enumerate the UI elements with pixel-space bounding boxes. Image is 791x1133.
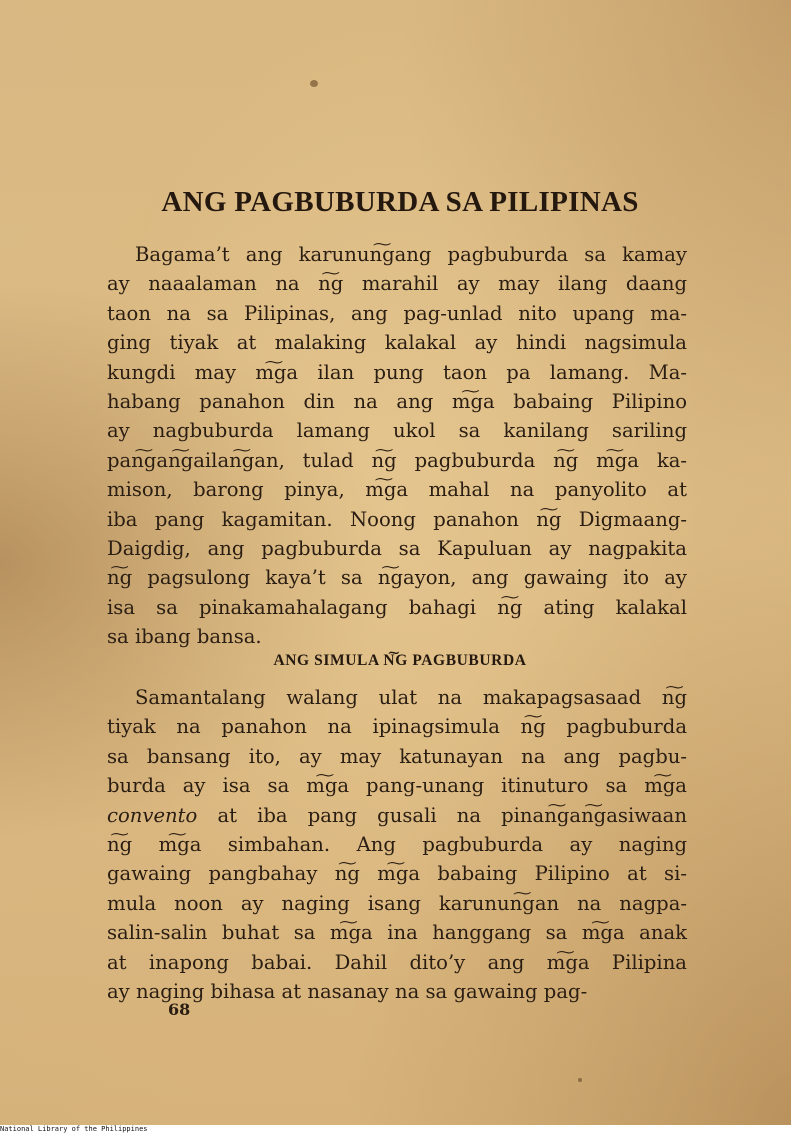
text-line: pan͠gan͠gailan͠gan, tulad n͠g pagbuburda n͠g m͠ga ka- xyxy=(107,448,687,472)
italic-word: convento xyxy=(107,803,198,827)
paragraph-1 xyxy=(107,240,687,652)
text-line: sa bansang ito, ay may katunayan na ang pagbu- xyxy=(107,744,687,768)
text-line: salin-salin buhat sa m͠ga ina hanggang sa m͠ga anak xyxy=(107,921,687,945)
text-line: burda ay isa sa m͠ga pang-unang itinuturo sa m͠ga xyxy=(107,774,687,798)
page-title: ANG PAGBUBURDA SA PILIPINAS xyxy=(161,186,639,218)
text-line: convento at iba pang gusali na pinan͠gan͠gasiwaan xyxy=(107,803,687,827)
text-line: taon na sa Pilipinas, ang pag-unlad nito upang ma- xyxy=(107,301,687,325)
text-line: n͠g m͠ga simbahan. Ang pagbuburda ay naging xyxy=(107,833,687,857)
text-line: Daigdig, ang pagbuburda sa Kapuluan ay nagpakita xyxy=(107,537,687,561)
text-line: ay nagbuburda lamang ukol sa kanilang sariling xyxy=(107,419,687,443)
text-line: Samantalang walang ulat na makapagsasaad n͠g xyxy=(135,686,687,709)
library-credit: National Library of the Philippines xyxy=(0,1125,148,1133)
text-line: kungdi may m͠ga ilan pung taon pa lamang. Ma- xyxy=(107,360,687,384)
ink-spot xyxy=(578,1078,582,1082)
ink-spot xyxy=(310,80,318,87)
text-line: iba pang kagamitan. Noong panahon n͠g Digmaang- xyxy=(107,507,687,531)
text-line: mison, barong pinya, m͠ga mahal na panyolito at xyxy=(107,478,687,502)
text-line: gawaing pangbahay n͠g m͠ga babaing Pilipino at si- xyxy=(107,862,687,886)
text-line: mula noon ay naging isang karunun͠gan na nagpa- xyxy=(107,891,687,915)
text-line: tiyak na panahon na ipinagsimula n͠g pagbuburda xyxy=(107,715,687,739)
text-line: ay naaalaman na n͠g marahil ay may ilang daang xyxy=(107,272,687,296)
text-line: sa ibang bansa. xyxy=(107,625,262,649)
text-line: habang panahon din na ang m͠ga babaing Pilipino xyxy=(107,390,687,414)
text-line: ging tiyak at malaking kalakal ay hindi nagsimula xyxy=(107,331,687,355)
page-number: 68 xyxy=(168,1000,191,1019)
paragraph-2 xyxy=(107,683,687,1006)
text-line: n͠g pagsulong kaya’t sa n͠gayon, ang gawaing ito ay xyxy=(107,566,687,590)
section-heading: ANG SIMULA N͠G PAGBUBURDA xyxy=(273,652,527,669)
text-line: isa sa pinakamahalagang bahagi n͠g ating kalakal xyxy=(107,595,687,619)
text-line: ay naging bihasa at nasanay na sa gawaing pag- xyxy=(107,980,588,1004)
text-line: Bagama’t ang karunun͠gang pagbuburda sa kamay xyxy=(135,243,687,266)
text-line: at inapong babai. Dahil dito’y ang m͠ga Pilipina xyxy=(107,950,687,974)
